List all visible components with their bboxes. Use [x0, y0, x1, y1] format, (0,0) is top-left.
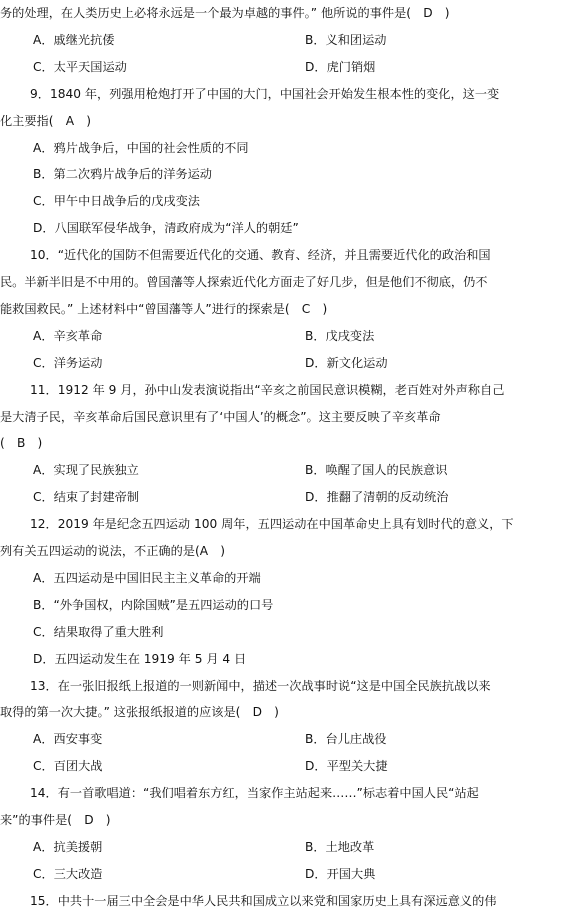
text-line [0, 834, 587, 861]
text-line [0, 377, 587, 404]
question-stem: 10．“近代化的国防不但需要近代化的交通、教育、经济，并且需要近代化的政治和国 [30, 248, 491, 263]
text-line [0, 242, 587, 269]
option-right: B．唤醒了国人的民族意识 [305, 463, 448, 478]
option-left: C．百团大战 [33, 759, 103, 774]
question-text: ( B ) [0, 436, 43, 451]
option-left: C．三大改造 [33, 866, 103, 881]
text-line [0, 807, 587, 834]
question-text: 来”的事件是( D ) [0, 813, 111, 827]
option-left: A．辛亥革命 [33, 328, 103, 343]
text-line [0, 861, 587, 888]
text-line [0, 430, 587, 457]
question-stem: 11．1912 年 9 月，孙中山发表演说指出“辛亥之前国民意识模糊，老百姓对外声称自己 [30, 382, 505, 397]
text-line [0, 565, 587, 592]
option-right: D．新文化运动 [305, 355, 388, 370]
option-right: D．开国大典 [305, 866, 376, 881]
option-right: B．台儿庄战役 [305, 732, 387, 747]
text-line [0, 646, 587, 673]
question-text: 列有关五四运动的说法，不正确的是(A ) [0, 544, 226, 558]
text-line [0, 0, 587, 27]
question-stem: 13．在一张旧报纸上报道的一则新闻中，描述一次战事时说“这是中国全民族抗战以来 [30, 678, 491, 693]
text-line [0, 404, 587, 431]
option-item: C．甲午中日战争后的戊戌变法 [33, 194, 200, 209]
option-left: C．洋务运动 [33, 355, 103, 370]
option-right: B．土地改革 [305, 839, 375, 854]
option-right: D．虎门销烟 [305, 59, 376, 74]
text-line [0, 619, 587, 646]
question-stem: 9．1840 年，列强用枪炮打开了中国的大门，中国社会开始发生根本性的变化，这一变 [30, 86, 500, 101]
text-line [0, 296, 587, 323]
text-line [0, 484, 587, 511]
question-text: 能救国救民。” 上述材料中“曾国藩等人”进行的探索是( C ) [0, 301, 328, 316]
question-text: 务的处理，在人类历史上必将永远是一个最为卓越的事件。” 他所说的事件是( D ) [0, 6, 450, 20]
text-line [0, 592, 587, 619]
text-line [0, 161, 587, 188]
text-line [0, 780, 587, 807]
text-line [0, 538, 587, 565]
question-text: 化主要指( A ) [0, 113, 91, 128]
option-item: C．结果取得了重大胜利 [33, 624, 164, 639]
text-line [0, 699, 587, 726]
option-item: D．五四运动发生在 1919 年 5 月 4 日 [33, 651, 247, 666]
question-stem: 15．中共十一届三中全会是中华人民共和国成立以来党和国家历史上具有深远意义的伟 [30, 893, 497, 908]
text-line [0, 753, 587, 780]
text-line [0, 215, 587, 242]
question-text: 取得的第一次大捷。” 这张报纸报道的应该是( D ) [0, 705, 279, 720]
question-text: 是大清子民，辛亥革命后国民意识里有了‘中国人’的概念”。这主要反映了辛亥革命 [0, 409, 441, 424]
text-line [0, 108, 587, 135]
question-text: 民。半新半旧是不中用的。曾国藩等人探索近代化方面走了好几步，但是他们不彻底，仍不 [0, 275, 488, 289]
text-line [0, 350, 587, 377]
option-right: D．推翻了清朝的反动统治 [305, 490, 449, 505]
option-item: B．第二次鸦片战争后的洋务运动 [33, 167, 212, 182]
question-stem: 12．2019 年是纪念五四运动 100 周年，五四运动在中国革命史上具有划时代的意义，下 [30, 517, 514, 532]
option-item: D．八国联军侵华战争，清政府成为“洋人的朝廷” [33, 221, 299, 236]
option-item: B．“外争国权，内除国贼”是五四运动的口号 [33, 597, 274, 612]
option-left: A．抗美援朝 [33, 839, 103, 854]
option-left: A．戚继光抗倭 [33, 32, 115, 47]
text-line [0, 673, 587, 700]
text-line [0, 188, 587, 215]
text-line [0, 27, 587, 54]
text-line [0, 511, 587, 538]
text-line [0, 81, 587, 108]
text-line [0, 135, 587, 162]
option-left: A．实现了民族独立 [33, 463, 139, 478]
option-left: C．太平天国运动 [33, 59, 127, 74]
text-line [0, 726, 587, 753]
text-line [0, 457, 587, 484]
text-line [0, 269, 587, 296]
option-left: C．结束了封建帝制 [33, 490, 140, 505]
option-right: B．义和团运动 [305, 32, 387, 47]
option-right: D．平型关大捷 [305, 759, 388, 774]
text-line [0, 54, 587, 81]
question-stem: 14．有一首歌唱道：“我们唱着东方红，当家作主站起来……”标志着中国人民“站起 [30, 786, 479, 801]
option-right: B．戊戌变法 [305, 328, 375, 343]
option-item: A．鸦片战争后，中国的社会性质的不同 [33, 140, 249, 155]
option-item: A．五四运动是中国旧民主主义革命的开端 [33, 570, 261, 585]
text-line [0, 888, 587, 915]
option-left: A．西安事变 [33, 732, 103, 747]
text-line [0, 323, 587, 350]
